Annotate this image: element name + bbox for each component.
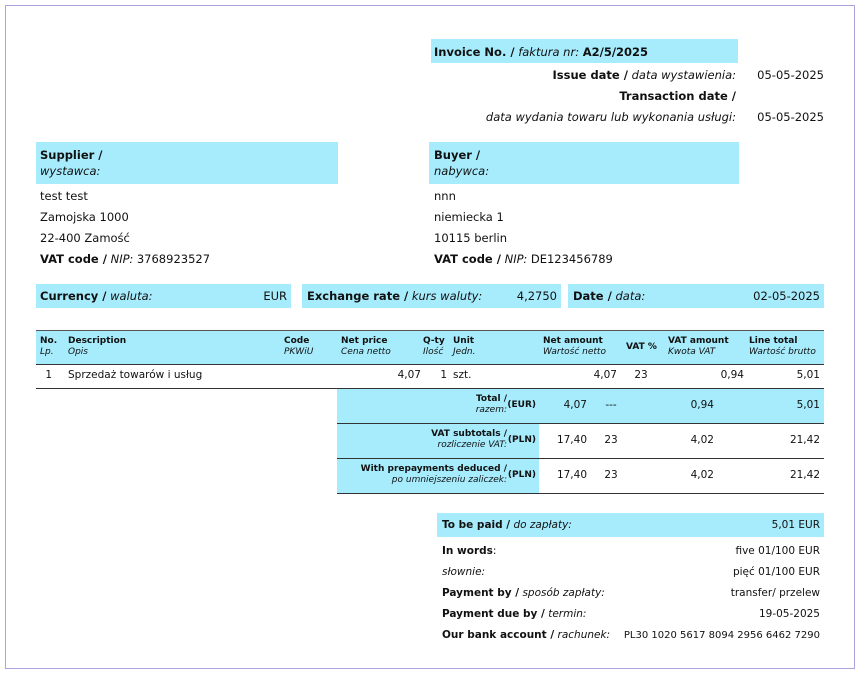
payment-method-label-pl: sposób zapłaty: (522, 587, 605, 599)
buyer-name: nnn (434, 189, 456, 203)
vat-subtotals-label (431, 429, 507, 451)
table-header (36, 331, 824, 364)
prepayments-label (361, 464, 507, 486)
transaction-date-label-pl: data wydania towaru lub wykonania usługi: (485, 110, 736, 124)
date-bar (568, 284, 824, 308)
invoice-number-bar (431, 39, 738, 63)
col-net-pl: Wartość netto (543, 347, 606, 357)
issue-date-label (431, 67, 736, 83)
col-price-en: Net price (341, 336, 388, 346)
buyer-header (429, 142, 739, 184)
prepayments-label-en: With prepayments deduced / (360, 464, 507, 474)
bank-account-label-pl: rachunek: (557, 629, 611, 641)
vat-subtotals-label-en: VAT subtotals / (431, 429, 507, 439)
total-currency: (EUR) (507, 400, 536, 410)
invoice-number-label-en: Invoice No. / (434, 45, 515, 59)
row-unit: szt. (453, 369, 472, 381)
supplier-vat-label-pl: NIP: (110, 252, 134, 266)
col-no (40, 336, 57, 358)
col-vata-pl: Kwota VAT (668, 347, 716, 357)
col-net-amount (543, 336, 606, 358)
buyer-label-en: Buyer / (434, 148, 481, 162)
col-qty-pl: Ilość (423, 347, 444, 357)
buyer-vat-label-en: VAT code / (434, 252, 501, 266)
issue-date-label-pl: data wystawienia: (631, 68, 736, 82)
issue-date: 05-05-2025 (757, 68, 824, 82)
payment-due-label (442, 608, 586, 621)
total-gross: 5,01 (796, 399, 820, 411)
total-label-en: Total / (475, 394, 507, 404)
to-be-paid-label-en: To be paid / (442, 519, 511, 531)
supplier-vat-value: 3768923527 (136, 252, 211, 266)
buyer-street: niemiecka 1 (434, 210, 504, 224)
currency-label-en: Currency / (40, 289, 107, 303)
vat-subtotals-currency: (PLN) (507, 435, 536, 445)
table-row (36, 369, 824, 385)
prepayments-vat-percent: 23 (604, 469, 618, 481)
supplier-city: 22-400 Zamość (40, 231, 130, 245)
col-code-pl: PKWiU (284, 347, 314, 357)
vat-subtotals-values (539, 424, 824, 458)
total-vat-amount: 0,94 (690, 399, 714, 411)
col-desc-en: Description (68, 336, 127, 346)
col-vata-en: VAT amount (668, 336, 729, 346)
col-net-en: Net amount (543, 336, 603, 346)
date-label-pl: data: (615, 289, 646, 303)
vat-subtotals-label-pl: rozliczenie VAT: (437, 440, 507, 450)
table-header-bottom-border (36, 364, 824, 365)
payment-method-label (442, 587, 605, 600)
vat-subtotals-net: 17,40 (556, 434, 587, 446)
vat-subtotals-label-cell (337, 424, 539, 458)
in-words-value: five 01/100 EUR (735, 545, 820, 557)
col-net-price (341, 336, 391, 358)
total-label-cell (337, 389, 539, 423)
to-be-paid-value: 5,01 EUR (771, 519, 820, 531)
col-desc-pl: Opis (68, 347, 88, 357)
prepayments-vat-amount: 4,02 (690, 469, 714, 481)
payment-due-label-en: Payment due by / (442, 608, 545, 620)
payment-due-label-pl: termin: (548, 608, 587, 620)
prepayments-values (539, 459, 824, 493)
col-price-pl: Cena netto (341, 347, 391, 357)
supplier-street: Zamojska 1000 (40, 210, 129, 224)
supplier-vat-label-en: VAT code / (40, 252, 107, 266)
col-unit-pl: Jedn. (453, 347, 476, 357)
row-no: 1 (45, 369, 52, 381)
col-no-pl: Lp. (40, 347, 54, 357)
slownie-label: słownie: (442, 566, 486, 578)
date-value: 02-05-2025 (753, 289, 820, 303)
row-net-price: 4,07 (397, 369, 421, 381)
vat-subtotals-vat-amount: 4,02 (690, 434, 714, 446)
transaction-date-label-en: Transaction date / (619, 89, 736, 103)
row-description: Sprzedaż towarów i usług (68, 369, 203, 381)
buyer-label-pl: nabywca: (434, 164, 490, 178)
payment-due-value: 19-05-2025 (758, 608, 820, 620)
vat-subtotals-vat-percent: 23 (604, 434, 618, 446)
col-vat-percent: VAT % (626, 342, 657, 352)
transaction-date: 05-05-2025 (757, 110, 824, 124)
row-net-amount: 4,07 (593, 369, 617, 381)
buyer-city: 10115 berlin (434, 231, 508, 245)
col-unit-en: Unit (453, 336, 475, 346)
prepayments-label-pl: po umniejszeniu zaliczek: (391, 475, 507, 485)
prepayments-label-cell (337, 459, 539, 493)
payment-method-label-en: Payment by / (442, 587, 520, 599)
currency-bar (36, 284, 291, 308)
col-vat-amount (668, 336, 729, 358)
to-be-paid-label-pl: do zapłaty: (513, 519, 572, 531)
prepayments-net: 17,40 (556, 469, 587, 481)
total-values (539, 389, 824, 423)
vat-subtotals-gross: 21,42 (789, 434, 820, 446)
prepayments-currency: (PLN) (507, 470, 536, 480)
col-code-en: Code (284, 336, 310, 346)
supplier-label-en: Supplier / (40, 148, 103, 162)
bank-account-label (442, 629, 610, 642)
buyer-vat-value: DE123456789 (530, 252, 613, 266)
col-no-en: No. (40, 336, 58, 346)
col-qty (423, 336, 445, 358)
buyer-vat-label-pl: NIP: (504, 252, 528, 266)
supplier-label-pl: wystawca: (40, 164, 101, 178)
date-label-en: Date / (573, 289, 612, 303)
buyer-vat (434, 251, 613, 267)
supplier-name: test test (40, 189, 88, 203)
currency-label-pl: waluta: (110, 289, 153, 303)
total-label-pl: razem: (475, 405, 507, 415)
row-line-total: 5,01 (796, 369, 820, 381)
prepayments-bottom-border (337, 493, 824, 494)
invoice-page (5, 5, 855, 669)
exchange-rate-bar (302, 284, 561, 308)
row-vat-percent: 23 (634, 369, 648, 381)
col-unit (453, 336, 475, 358)
in-words-label (442, 545, 496, 558)
total-label (476, 394, 507, 416)
invoice-number-label-pl: faktura nr: (518, 45, 580, 59)
row-qty: 1 (440, 369, 447, 381)
in-words-label-en: In words (442, 545, 493, 557)
col-total-en: Line total (749, 336, 798, 346)
total-vat-percent: --- (605, 399, 617, 411)
exchange-rate-label-pl: kurs waluty: (411, 289, 483, 303)
row-vat-amount: 0,94 (720, 369, 744, 381)
col-code (284, 336, 313, 358)
invoice-number: A2/5/2025 (582, 45, 649, 59)
exchange-rate-label-en: Exchange rate / (307, 289, 409, 303)
issue-date-label-en: Issue date / (552, 68, 628, 82)
col-line-total (749, 336, 816, 358)
bank-account-value: PL30 1020 5617 8094 2956 6462 7290 (623, 630, 820, 641)
in-words-colon: : (492, 545, 497, 557)
supplier-vat (40, 251, 210, 267)
payment-method-value: transfer/ przelew (730, 587, 820, 599)
col-total-pl: Wartość brutto (749, 347, 816, 357)
col-qty-en: Q-ty (423, 336, 445, 346)
bank-account-label-en: Our bank account / (442, 629, 555, 641)
prepayments-gross: 21,42 (789, 469, 820, 481)
to-be-paid-bar (437, 513, 824, 537)
slownie-value: pięć 01/100 EUR (732, 566, 820, 578)
col-description (68, 336, 126, 358)
supplier-header (36, 142, 338, 184)
currency-value: EUR (263, 289, 287, 303)
total-net: 4,07 (563, 399, 587, 411)
exchange-rate-value: 4,2750 (516, 289, 557, 303)
